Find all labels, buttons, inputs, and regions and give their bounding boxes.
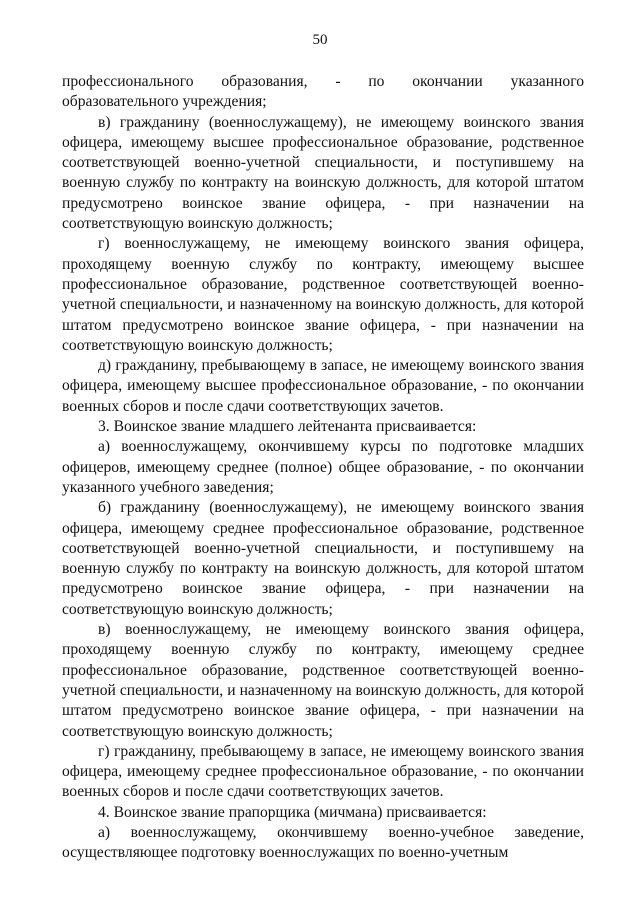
paragraph: 3. Воинское звание младшего лейтенанта присваивается: — [98, 418, 477, 436]
paragraph: б) гражданину (военнослужащему), не имеющему воинского звания офицера, имеющему среднее профессиональное образование, родственное соответствующей военно-учетной специальности, и поступившему на военную службу по контракту на воинскую должность, для которой штатом предусмотрено воинское звание офицера, - при назначении на соответствующую воинскую должность; — [62, 499, 584, 618]
paragraph: д) гражданину, пребывающему в запасе, не имеющему воинского звания офицера, имеющему высшее профессиональное образование, - по окончании военных сборов и после сдачи соответствующих зачетов. — [62, 357, 584, 415]
paragraph: 4. Воинское звание прапорщика (мичмана) присваивается: — [98, 803, 487, 821]
paragraph: а) военнослужащему, окончившему военно-учебное заведение, осуществляющее подготовку военнослужащих по военно-учетным — [62, 823, 584, 862]
paragraph: г) гражданину, пребывающему в запасе, не имеющему воинского звания офицера, имеющему среднее профессиональное образование, - по окончании военных сборов и после сдачи соответствующих зачетов. — [62, 742, 584, 801]
paragraph: в) гражданину (военнослужащему), не имеющему воинского звания офицера, имеющему высшее профессиональное образование, родственное соответствующей военно-учетной специальности, и поступившему на военную службу по контракту на воинскую должность, для которой штатом предусмотрено воинское звание офицера, - при назначении на соответствующую воинскую должность; — [62, 113, 584, 233]
paragraph: г) военнослужащему, не имеющему воинского звания офицера, проходящему военную службу по контракту, имеющему высшее профессиональное образование, родственное соответствующей военно-учетной специальности, и назначенному на воинскую должность, для которой штатом предусмотрено воинское звание офицера, - при назначении на соответствующую воинскую должность; — [62, 235, 584, 354]
paragraph: а) военнослужащему, окончившему курсы по подготовке младших офицеров, имеющему среднее (полное) общее образование, - по окончании указанного учебного заведения; — [62, 438, 584, 496]
page-number: 50 — [312, 32, 328, 48]
paragraph: профессионального образования, - по окончании указанного образовательного учреждения; — [62, 73, 584, 111]
paragraph: в) военнослужащему, не имеющему воинского звания офицера, проходящему военную службу по контракту, имеющему среднее профессиональное образование, родственное соответствующей военно-учетной специальности, и назначенному на воинскую должность, для которой штатом предусмотрено воинское звание офицера, - при назначении на соответствующую воинскую должность; — [62, 621, 584, 740]
document-body — [62, 72, 584, 864]
